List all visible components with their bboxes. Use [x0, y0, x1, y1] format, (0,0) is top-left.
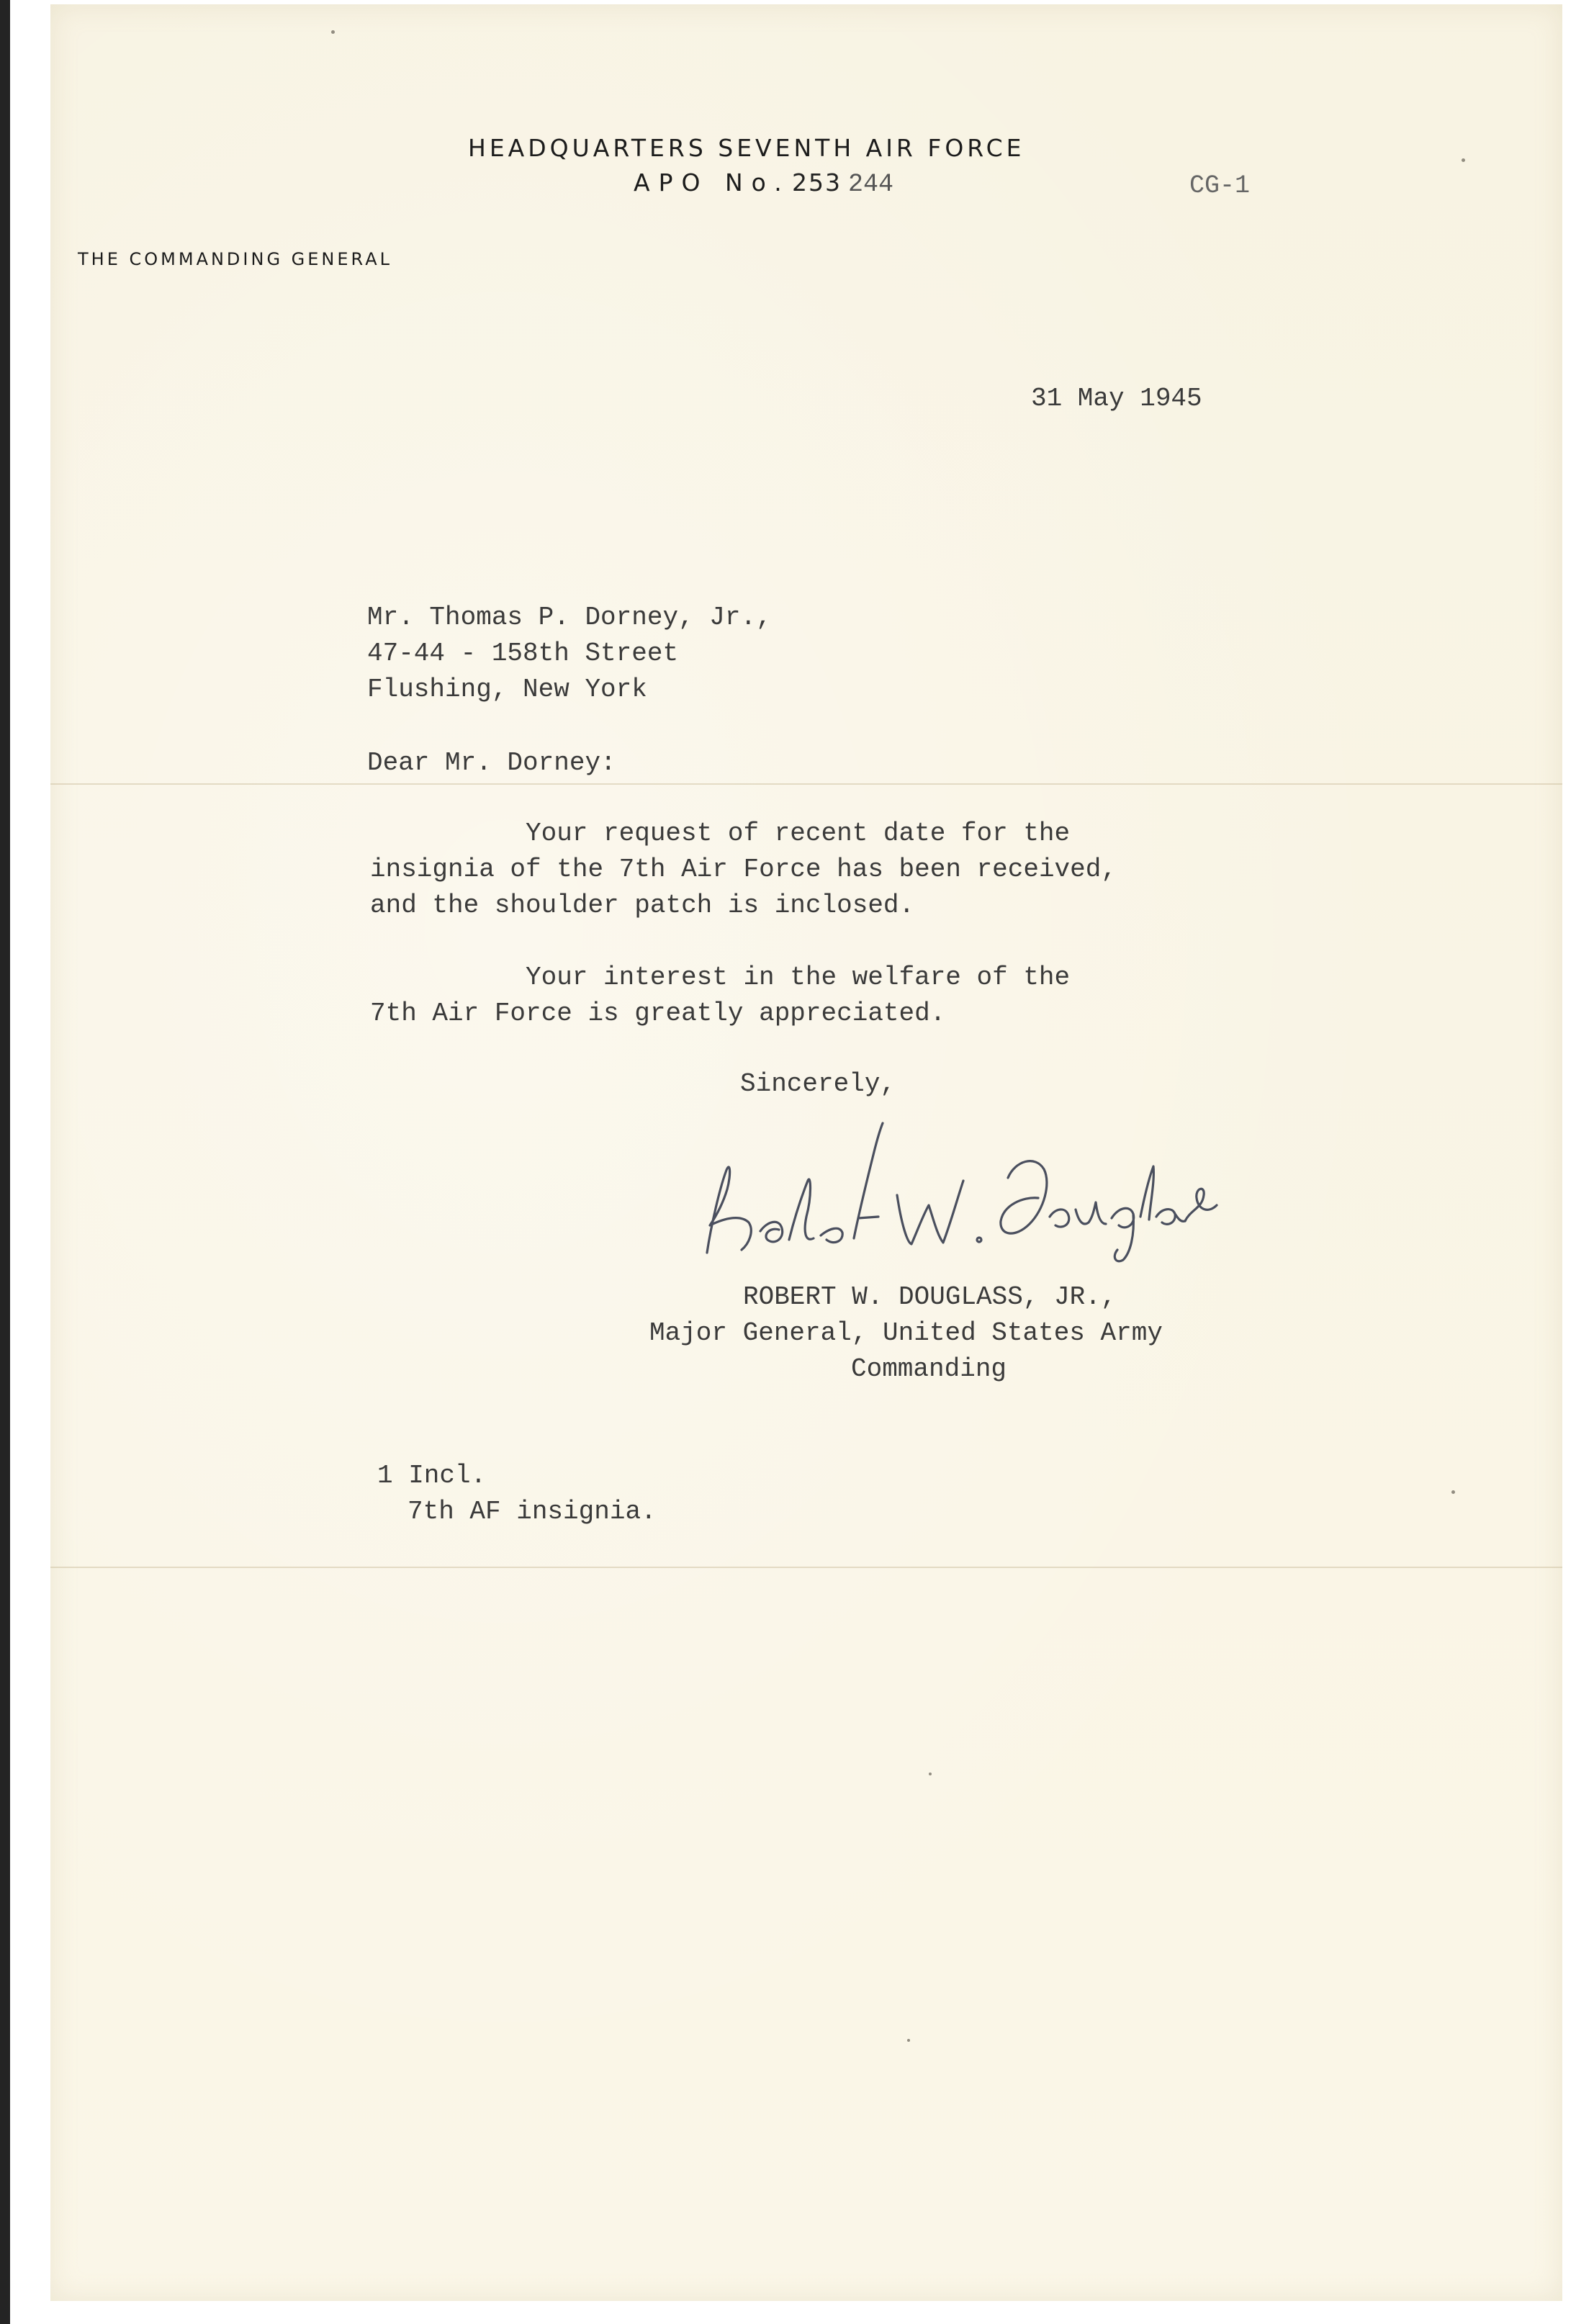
letterhead-headquarters: HEADQUARTERS SEVENTH AIR FORCE — [468, 134, 1025, 162]
paper-speck — [331, 30, 335, 34]
fold-line — [50, 1567, 1562, 1568]
paper-speck — [1451, 1490, 1455, 1494]
paper-speck — [1462, 158, 1465, 162]
salutation: Dear Mr. Dorney: — [367, 748, 616, 778]
handwritten-signature — [641, 1109, 1231, 1274]
enclosure-item: 7th AF insignia. — [407, 1497, 657, 1526]
fold-line — [50, 783, 1562, 785]
recipient-street: 47-44 - 158th Street — [367, 639, 679, 668]
paper-speck — [929, 1773, 932, 1775]
letterhead-apo-label: APO No. — [634, 168, 791, 197]
file-code: CG-1 — [1189, 171, 1251, 200]
closing: Sincerely, — [740, 1069, 896, 1099]
paper-speck — [907, 2039, 910, 2042]
signer-name: ROBERT W. DOUGLASS, JR., — [743, 1282, 1117, 1312]
paragraph-line: insignia of the 7th Air Force has been received, — [370, 855, 1117, 884]
letter-date: 31 May 1945 — [1031, 384, 1202, 413]
paragraph-line: Your interest in the welfare of the — [526, 963, 1071, 992]
signer-title: Major General, United States Army — [649, 1318, 1163, 1348]
scan-edge — [0, 0, 10, 2324]
paragraph-line: Your request of recent date for the — [526, 819, 1071, 848]
paragraph-line: 7th Air Force is greatly appreciated. — [370, 999, 946, 1028]
letterhead-apo-old-number: 253 — [792, 168, 842, 197]
paragraph-line: and the shoulder patch is inclosed. — [370, 891, 915, 920]
signer-role: Commanding — [851, 1354, 1007, 1384]
letterhead-office: THE COMMANDING GENERAL — [78, 249, 393, 269]
recipient-city: Flushing, New York — [367, 675, 647, 704]
letterhead-apo-new-number: 244 — [848, 170, 894, 199]
enclosure-count: 1 Incl. — [377, 1461, 487, 1490]
recipient-name: Mr. Thomas P. Dorney, Jr., — [367, 603, 772, 632]
